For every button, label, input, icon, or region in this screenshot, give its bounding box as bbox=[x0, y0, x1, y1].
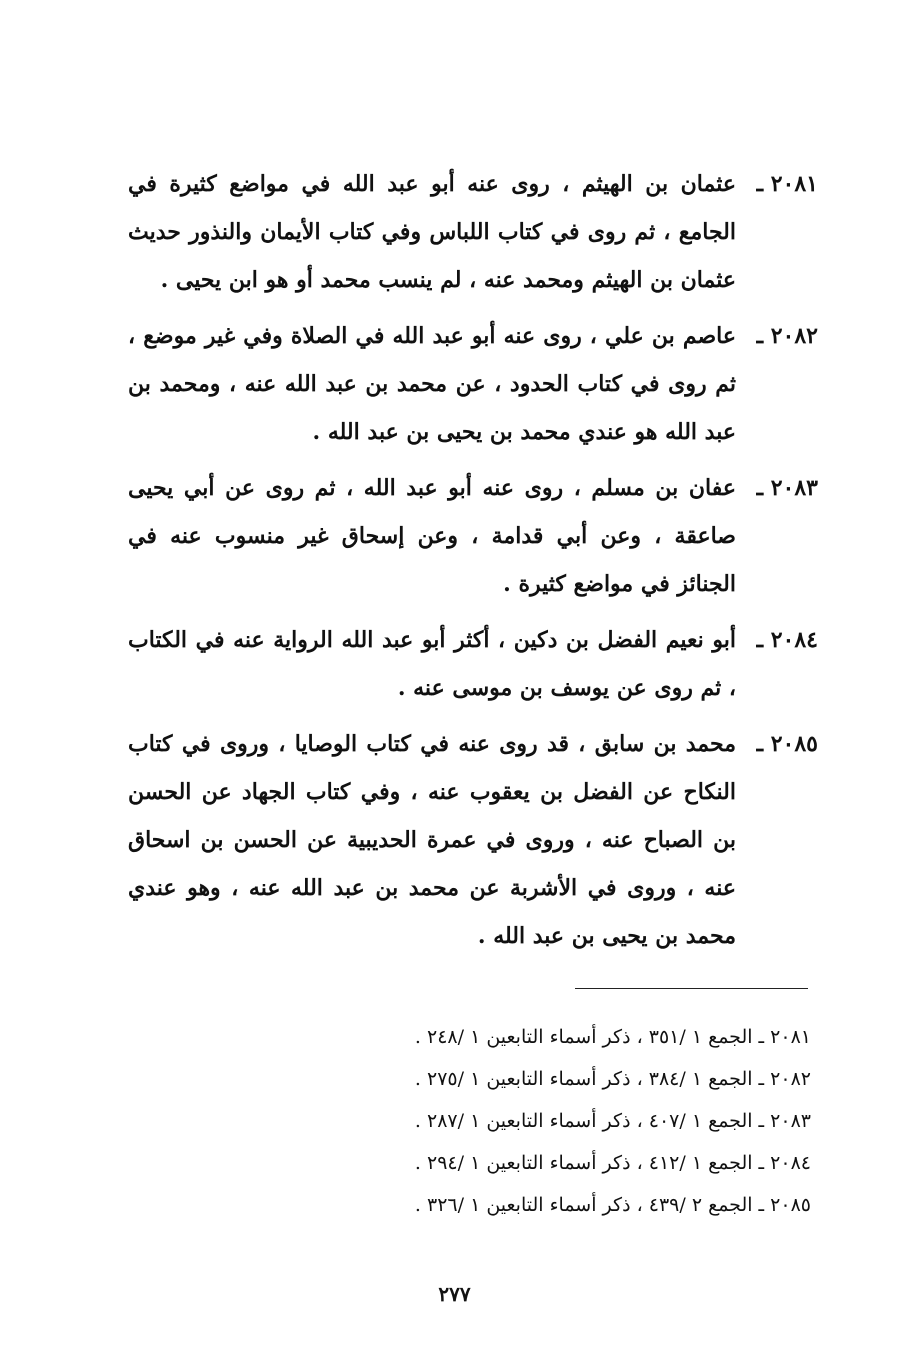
entry bbox=[128, 616, 818, 712]
footnote: ٢٠٨١ ـ الجمع ١ /٣٥١ ، ذكر أسماء التابعين ١ /٢٤٨ . bbox=[414, 1026, 811, 1048]
footnotes bbox=[291, 1016, 811, 1226]
footnote: ٢٠٨٤ ـ الجمع ١ /٤١٢ ، ذكر أسماء التابعين ١ /٢٩٤ . bbox=[414, 1152, 811, 1174]
entry-text: محمد بن سابق ، قد روى عنه في كتاب الوصايا ، وروى في كتاب النكاح عن الفضل بن يعقوب عنه ، وفي كتاب الجهاد عن الحسن بن الصباح عنه ، وروى في عمرة الحديبية عن الحسن بن اسحاق عنه ، وروى في الأشربة عن محمد بن عبد الله عنه ، وهو عندي محمد بن يحيى بن عبد الله . bbox=[128, 731, 736, 949]
footnote: ٢٠٨٣ ـ الجمع ١ /٤٠٧ ، ذكر أسماء التابعين ١ /٢٨٧ . bbox=[414, 1110, 811, 1132]
entry-number: ٢٠٨١ ـ bbox=[756, 171, 818, 197]
entry-text: عثمان بن الهيثم ، روى عنه أبو عبد الله في مواضع كثيرة في الجامع ، ثم روى في كتاب اللباس وفي كتاب الأيمان والنذور حديث عثمان بن الهيثم ومحمد عنه ، لم ينسب محمد أو هو ابن يحيى . bbox=[128, 171, 736, 293]
entry-text: عفان بن مسلم ، روى عنه أبو عبد الله ، ثم روى عن أبي يحيى صاعقة ، وعن أبي قدامة ، وعن إسحاق غير منسوب عنه في الجنائز في مواضع كثيرة . bbox=[128, 475, 736, 597]
footnote-divider bbox=[575, 988, 808, 989]
entry-text: أبو نعيم الفضل بن دكين ، أكثر أبو عبد الله الرواية عنه في الكتاب ، ثم روى عن يوسف بن موسى عنه . bbox=[128, 627, 736, 701]
entry-number: ٢٠٨٢ ـ bbox=[756, 323, 818, 349]
page-number: ٢٧٧ bbox=[438, 1282, 471, 1306]
entry bbox=[128, 160, 818, 304]
entries-list bbox=[128, 160, 818, 968]
entry bbox=[128, 720, 818, 960]
entry bbox=[128, 312, 818, 456]
entry-text: عاصم بن علي ، روى عنه أبو عبد الله في الصلاة وفي غير موضع ، ثم روى في كتاب الحدود ، عن محمد بن عبد الله عنه ، ومحمد بن عبد الله هو عندي محمد بن يحيى بن عبد الله . bbox=[128, 323, 736, 445]
footnote: ٢٠٨٢ ـ الجمع ١ /٣٨٤ ، ذكر أسماء التابعين ١ /٢٧٥ . bbox=[414, 1068, 811, 1090]
entry-number: ٢٠٨٤ ـ bbox=[756, 627, 818, 653]
entry-number: ٢٠٨٥ ـ bbox=[756, 731, 818, 757]
entry-number: ٢٠٨٣ ـ bbox=[756, 475, 818, 501]
entry bbox=[128, 464, 818, 608]
footnote: ٢٠٨٥ ـ الجمع ٢ /٤٣٩ ، ذكر أسماء التابعين ١ /٣٢٦ . bbox=[414, 1194, 811, 1216]
